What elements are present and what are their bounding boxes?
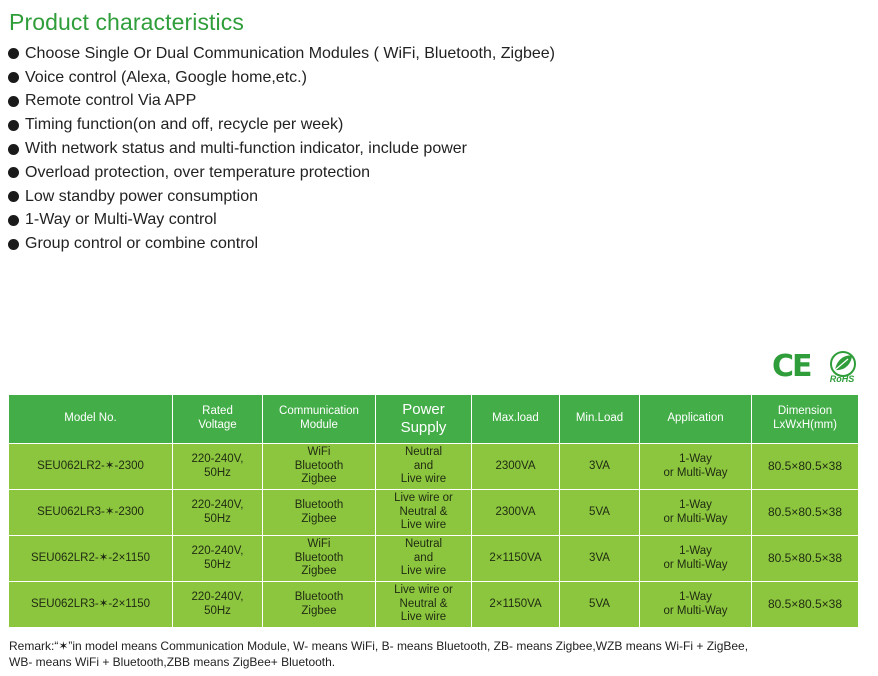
cell-dimension: 80.5×80.5×38 bbox=[752, 582, 859, 628]
remark-note bbox=[9, 638, 869, 670]
header-model: Model No. bbox=[9, 395, 173, 444]
remark-line: Remark:“✶”in model means Communication Module, W- means WiFi, B- means Bluetooth, ZB- means Zigbee,WZB means Wi-Fi + ZigBee, bbox=[9, 639, 749, 653]
cell-module: WiFi Bluetooth Zigbee bbox=[263, 536, 376, 582]
bullet-icon bbox=[8, 48, 19, 59]
cell-max-load: 2×1150VA bbox=[472, 536, 560, 582]
feature-text: Timing function(on and off, recycle per week) bbox=[25, 116, 344, 134]
table-row bbox=[9, 490, 859, 536]
page-title: Product characteristics bbox=[9, 9, 244, 35]
cell-min-load: 3VA bbox=[560, 536, 640, 582]
remark-line: WB- means WiFi + Bluetooth,ZBB means ZigBee+ Bluetooth. bbox=[9, 655, 336, 669]
cell-dimension: 80.5×80.5×38 bbox=[752, 490, 859, 536]
rohs-label: RoHS bbox=[829, 373, 854, 384]
cell-voltage: 220-240V, 50Hz bbox=[173, 536, 263, 582]
feature-text: Low standby power consumption bbox=[25, 187, 259, 205]
bullet-icon bbox=[8, 96, 19, 107]
cell-voltage: 220-240V, 50Hz bbox=[173, 444, 263, 490]
header-max-load: Max.load bbox=[472, 395, 560, 444]
cell-application: 1-Way or Multi-Way bbox=[640, 536, 752, 582]
bullet-icon bbox=[8, 239, 19, 250]
feature-text: With network status and multi-function indicator, include power bbox=[25, 140, 467, 158]
cell-voltage: 220-240V, 50Hz bbox=[173, 490, 263, 536]
bullet-icon bbox=[8, 215, 19, 226]
header-supply: Power Supply bbox=[376, 395, 472, 444]
list-item bbox=[8, 90, 555, 114]
list-item bbox=[8, 161, 555, 185]
feature-text: 1-Way or Multi-Way control bbox=[25, 211, 217, 229]
cell-min-load: 3VA bbox=[560, 444, 640, 490]
list-item bbox=[8, 66, 555, 90]
bullet-icon bbox=[8, 144, 19, 155]
cell-max-load: 2300VA bbox=[472, 444, 560, 490]
feature-text: Group control or combine control bbox=[25, 235, 258, 253]
list-item bbox=[8, 185, 555, 209]
bullet-icon bbox=[8, 72, 19, 83]
cell-model: SEU062LR3-✶-2300 bbox=[9, 490, 173, 536]
header-min-load: Min.Load bbox=[560, 395, 640, 444]
cell-model: SEU062LR2-✶-2300 bbox=[9, 444, 173, 490]
cell-supply: Live wire or Neutral & Live wire bbox=[376, 490, 472, 536]
cell-application: 1-Way or Multi-Way bbox=[640, 490, 752, 536]
cell-max-load: 2300VA bbox=[472, 490, 560, 536]
feature-text: Voice control (Alexa, Google home,etc.) bbox=[25, 68, 307, 86]
cell-application: 1-Way or Multi-Way bbox=[640, 444, 752, 490]
cell-module: Bluetooth Zigbee bbox=[263, 582, 376, 628]
bullet-icon bbox=[8, 191, 19, 202]
header-module: Communication Module bbox=[263, 395, 376, 444]
cell-application: 1-Way or Multi-Way bbox=[640, 582, 752, 628]
cell-supply: Neutral and Live wire bbox=[376, 536, 472, 582]
cell-max-load: 2×1150VA bbox=[472, 582, 560, 628]
spec-table bbox=[8, 394, 859, 628]
list-item bbox=[8, 113, 555, 137]
header-voltage: Rated Voltage bbox=[173, 395, 263, 444]
feature-list bbox=[8, 42, 555, 256]
cell-min-load: 5VA bbox=[560, 490, 640, 536]
rohs-leaf-icon bbox=[823, 350, 861, 384]
cell-model: SEU062LR2-✶-2×1150 bbox=[9, 536, 173, 582]
header-dimension: Dimension LxWxH(mm) bbox=[752, 395, 859, 444]
table-row bbox=[9, 582, 859, 628]
table-header-row bbox=[9, 395, 859, 444]
list-item bbox=[8, 137, 555, 161]
cell-module: WiFi Bluetooth Zigbee bbox=[263, 444, 376, 490]
cell-min-load: 5VA bbox=[560, 582, 640, 628]
cell-module: Bluetooth Zigbee bbox=[263, 490, 376, 536]
feature-text: Choose Single Or Dual Communication Modules ( WiFi, Bluetooth, Zigbee) bbox=[25, 44, 556, 62]
cell-dimension: 80.5×80.5×38 bbox=[752, 536, 859, 582]
cell-supply: Neutral and Live wire bbox=[376, 444, 472, 490]
ce-mark-icon: CE bbox=[772, 349, 811, 384]
feature-text: Remote control Via APP bbox=[25, 92, 197, 110]
bullet-icon bbox=[8, 167, 19, 178]
certification-marks bbox=[772, 349, 861, 384]
feature-text: Overload protection, over temperature protection bbox=[25, 163, 371, 181]
list-item bbox=[8, 209, 555, 233]
cell-supply: Live wire or Neutral & Live wire bbox=[376, 582, 472, 628]
cell-dimension: 80.5×80.5×38 bbox=[752, 444, 859, 490]
table-row bbox=[9, 536, 859, 582]
header-application: Application bbox=[640, 395, 752, 444]
list-item bbox=[8, 232, 555, 256]
bullet-icon bbox=[8, 120, 19, 131]
table-row bbox=[9, 444, 859, 490]
cell-voltage: 220-240V, 50Hz bbox=[173, 582, 263, 628]
list-item bbox=[8, 42, 555, 66]
cell-model: SEU062LR3-✶-2×1150 bbox=[9, 582, 173, 628]
